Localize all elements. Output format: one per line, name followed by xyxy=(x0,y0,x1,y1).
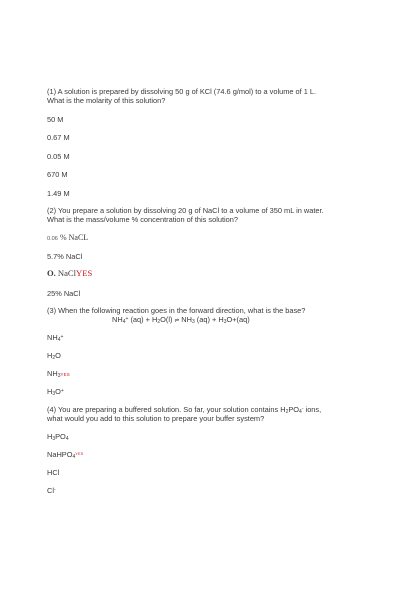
q2-text-line1: (2) You prepare a solution by dissolving 20 g of NaCl to a volume of 350 mL in water. xyxy=(47,206,324,215)
q3-option-d: $H_3O^+$ xyxy=(47,387,64,397)
q3-text-line1: (3) When the following reaction goes in the forward direction, what is the base? xyxy=(47,306,306,315)
q2-option-b: 5.7% NaCl xyxy=(47,252,83,261)
q4-correct-mark: YES xyxy=(75,452,84,456)
q2-option-c xyxy=(47,269,92,278)
q4-text-line1: (4) You are preparing a buffered solution. So far, your solution contains $H_2PO_4^-$ ions, xyxy=(47,405,322,415)
q2-option-a xyxy=(47,233,88,244)
q2-correct-mark: YES xyxy=(76,268,93,278)
q1-option-d: 670 M xyxy=(47,170,68,179)
q2-option-c-unit: NaCl xyxy=(57,268,77,278)
q2-option-a-number: 0.06 xyxy=(47,236,58,242)
q3-correct-mark: YES xyxy=(60,372,70,377)
q3-option-c: $NH_3YES$ xyxy=(47,369,70,379)
q1-option-e: 1.49 M xyxy=(47,189,70,198)
q1-option-a: 50 M xyxy=(47,115,64,124)
q4-option-d: Cl- xyxy=(47,486,56,495)
q1-option-c: 0.05 M xyxy=(47,152,70,161)
q3-equation: $NH_4^+$ $(aq) + H_2O(l)$ ⇌ $NH_3$ $(aq) + H_3O+(aq)$ xyxy=(112,315,250,325)
q4-option-a: $H_3PO_4$ xyxy=(47,432,69,442)
equilibrium-arrow-icon: ⇌ xyxy=(174,318,180,324)
q1-option-b: 0.67 M xyxy=(47,133,70,142)
q2-option-d: 25% NaCl xyxy=(47,289,81,298)
q4-option-c: HCl xyxy=(47,468,60,477)
q3-option-b: $H_2O$ xyxy=(47,351,61,361)
q2-text-line2: What is the mass/volume % concentration of this solution? xyxy=(47,215,239,224)
q1-text-line2: What is the molarity of this solution? xyxy=(47,96,166,105)
q2-option-a-unit: % NaCL xyxy=(59,233,89,242)
q4-text-line2: what would you add to this solution to prepare your buffer system? xyxy=(47,414,265,423)
q2-option-c-number: O. xyxy=(47,268,56,278)
q4-option-b: NaHPO$_4^{YES}$ xyxy=(47,450,84,460)
q3-option-a: $NH_4^+$ xyxy=(47,333,64,343)
q1-text-line1: (1) A solution is prepared by dissolving 50 g of KCl (74.6 g/mol) to a volume of 1 L. xyxy=(47,87,317,96)
